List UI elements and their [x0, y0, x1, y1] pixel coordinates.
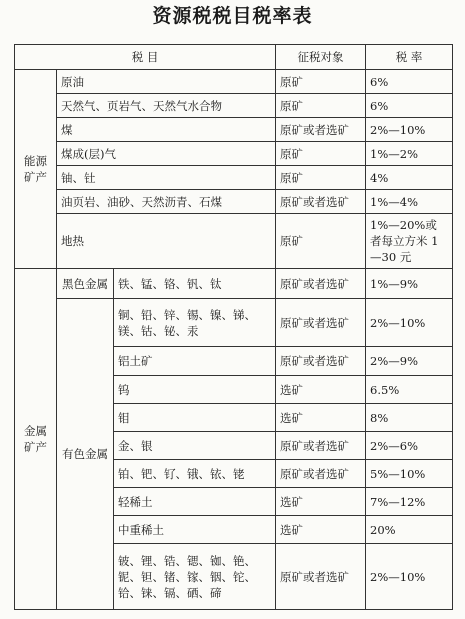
rate-cell: 7%—12% [366, 488, 453, 516]
table-row [15, 118, 453, 142]
rate-cell: 6% [366, 94, 453, 118]
object-cell: 原矿 [276, 142, 366, 166]
item-cell: 铝土矿 [114, 347, 276, 376]
rate-cell: 20% [366, 516, 453, 544]
rate-cell: 1%—9% [366, 269, 453, 299]
object-cell: 原矿或者选矿 [276, 432, 366, 460]
object-cell: 原矿 [276, 70, 366, 94]
page-title: 资源税税目税率表 [152, 5, 313, 27]
rate-cell: 2%—6% [366, 432, 453, 460]
category-metal [15, 269, 57, 610]
object-cell: 选矿 [276, 404, 366, 432]
category-energy [15, 70, 57, 269]
object-cell: 原矿 [276, 94, 366, 118]
table-row [15, 94, 453, 118]
object-cell: 原矿或者选矿 [276, 460, 366, 488]
object-cell: 选矿 [276, 376, 366, 404]
item-cell: 地热 [57, 214, 276, 269]
rate-cell: 8% [366, 404, 453, 432]
item-cell: 中重稀土 [114, 516, 276, 544]
table-row [15, 142, 453, 166]
object-cell: 原矿 [276, 214, 366, 269]
table-row [15, 269, 453, 299]
table-row [15, 299, 453, 347]
header-object: 征税对象 [276, 45, 366, 70]
item-cell: 煤成(层)气 [57, 142, 276, 166]
rate-cell: 4% [366, 166, 453, 190]
rate-cell: 2%—10% [366, 544, 453, 610]
rate-cell: 1%—20%或者每立方米 1—30 元 [366, 214, 453, 269]
category-label: 能源 矿产 [24, 154, 47, 184]
object-cell: 原矿或者选矿 [276, 544, 366, 610]
category-label: 金属 矿产 [24, 424, 47, 454]
item-cell: 钨 [114, 376, 276, 404]
item-cell: 金、银 [114, 432, 276, 460]
rate-cell: 6.5% [366, 376, 453, 404]
object-cell: 选矿 [276, 488, 366, 516]
rate-cell: 1%—4% [366, 190, 453, 214]
table-row [15, 214, 453, 269]
item-cell: 铍、锂、锆、锶、铷、铯、铌、钽、锗、镓、铟、铊、铪、铼、镉、硒、碲 [114, 544, 276, 610]
item-cell: 煤 [57, 118, 276, 142]
rate-cell: 2%—9% [366, 347, 453, 376]
subcategory-nonferrous: 有色金属 [57, 299, 114, 610]
object-cell: 原矿或者选矿 [276, 190, 366, 214]
rate-cell: 2%—10% [366, 299, 453, 347]
object-cell: 原矿或者选矿 [276, 269, 366, 299]
item-cell: 钼 [114, 404, 276, 432]
header-rate: 税 率 [366, 45, 453, 70]
rate-cell: 1%—2% [366, 142, 453, 166]
table-row [15, 166, 453, 190]
header-item: 税 目 [15, 45, 276, 70]
item-cell: 天然气、页岩气、天然气水合物 [57, 94, 276, 118]
rate-cell: 6% [366, 70, 453, 94]
object-cell: 原矿或者选矿 [276, 118, 366, 142]
object-cell: 原矿 [276, 166, 366, 190]
subcategory-ferrous: 黑色金属 [57, 269, 114, 299]
rate-cell: 5%—10% [366, 460, 453, 488]
item-cell: 铂、钯、钌、锇、铱、铑 [114, 460, 276, 488]
table-row [15, 190, 453, 214]
item-cell: 原油 [57, 70, 276, 94]
item-cell: 油页岩、油砂、天然沥青、石煤 [57, 190, 276, 214]
object-cell: 原矿或者选矿 [276, 347, 366, 376]
rate-cell: 2%—10% [366, 118, 453, 142]
item-cell: 铁、锰、铬、钒、钛 [114, 269, 276, 299]
tax-rate-table [14, 44, 453, 610]
item-cell: 铀、钍 [57, 166, 276, 190]
object-cell: 选矿 [276, 516, 366, 544]
object-cell: 原矿或者选矿 [276, 299, 366, 347]
item-cell: 轻稀土 [114, 488, 276, 516]
item-cell: 铜、铅、锌、锡、镍、锑、镁、钴、铋、汞 [114, 299, 276, 347]
table-row [15, 70, 453, 94]
table-header-row [15, 45, 453, 70]
